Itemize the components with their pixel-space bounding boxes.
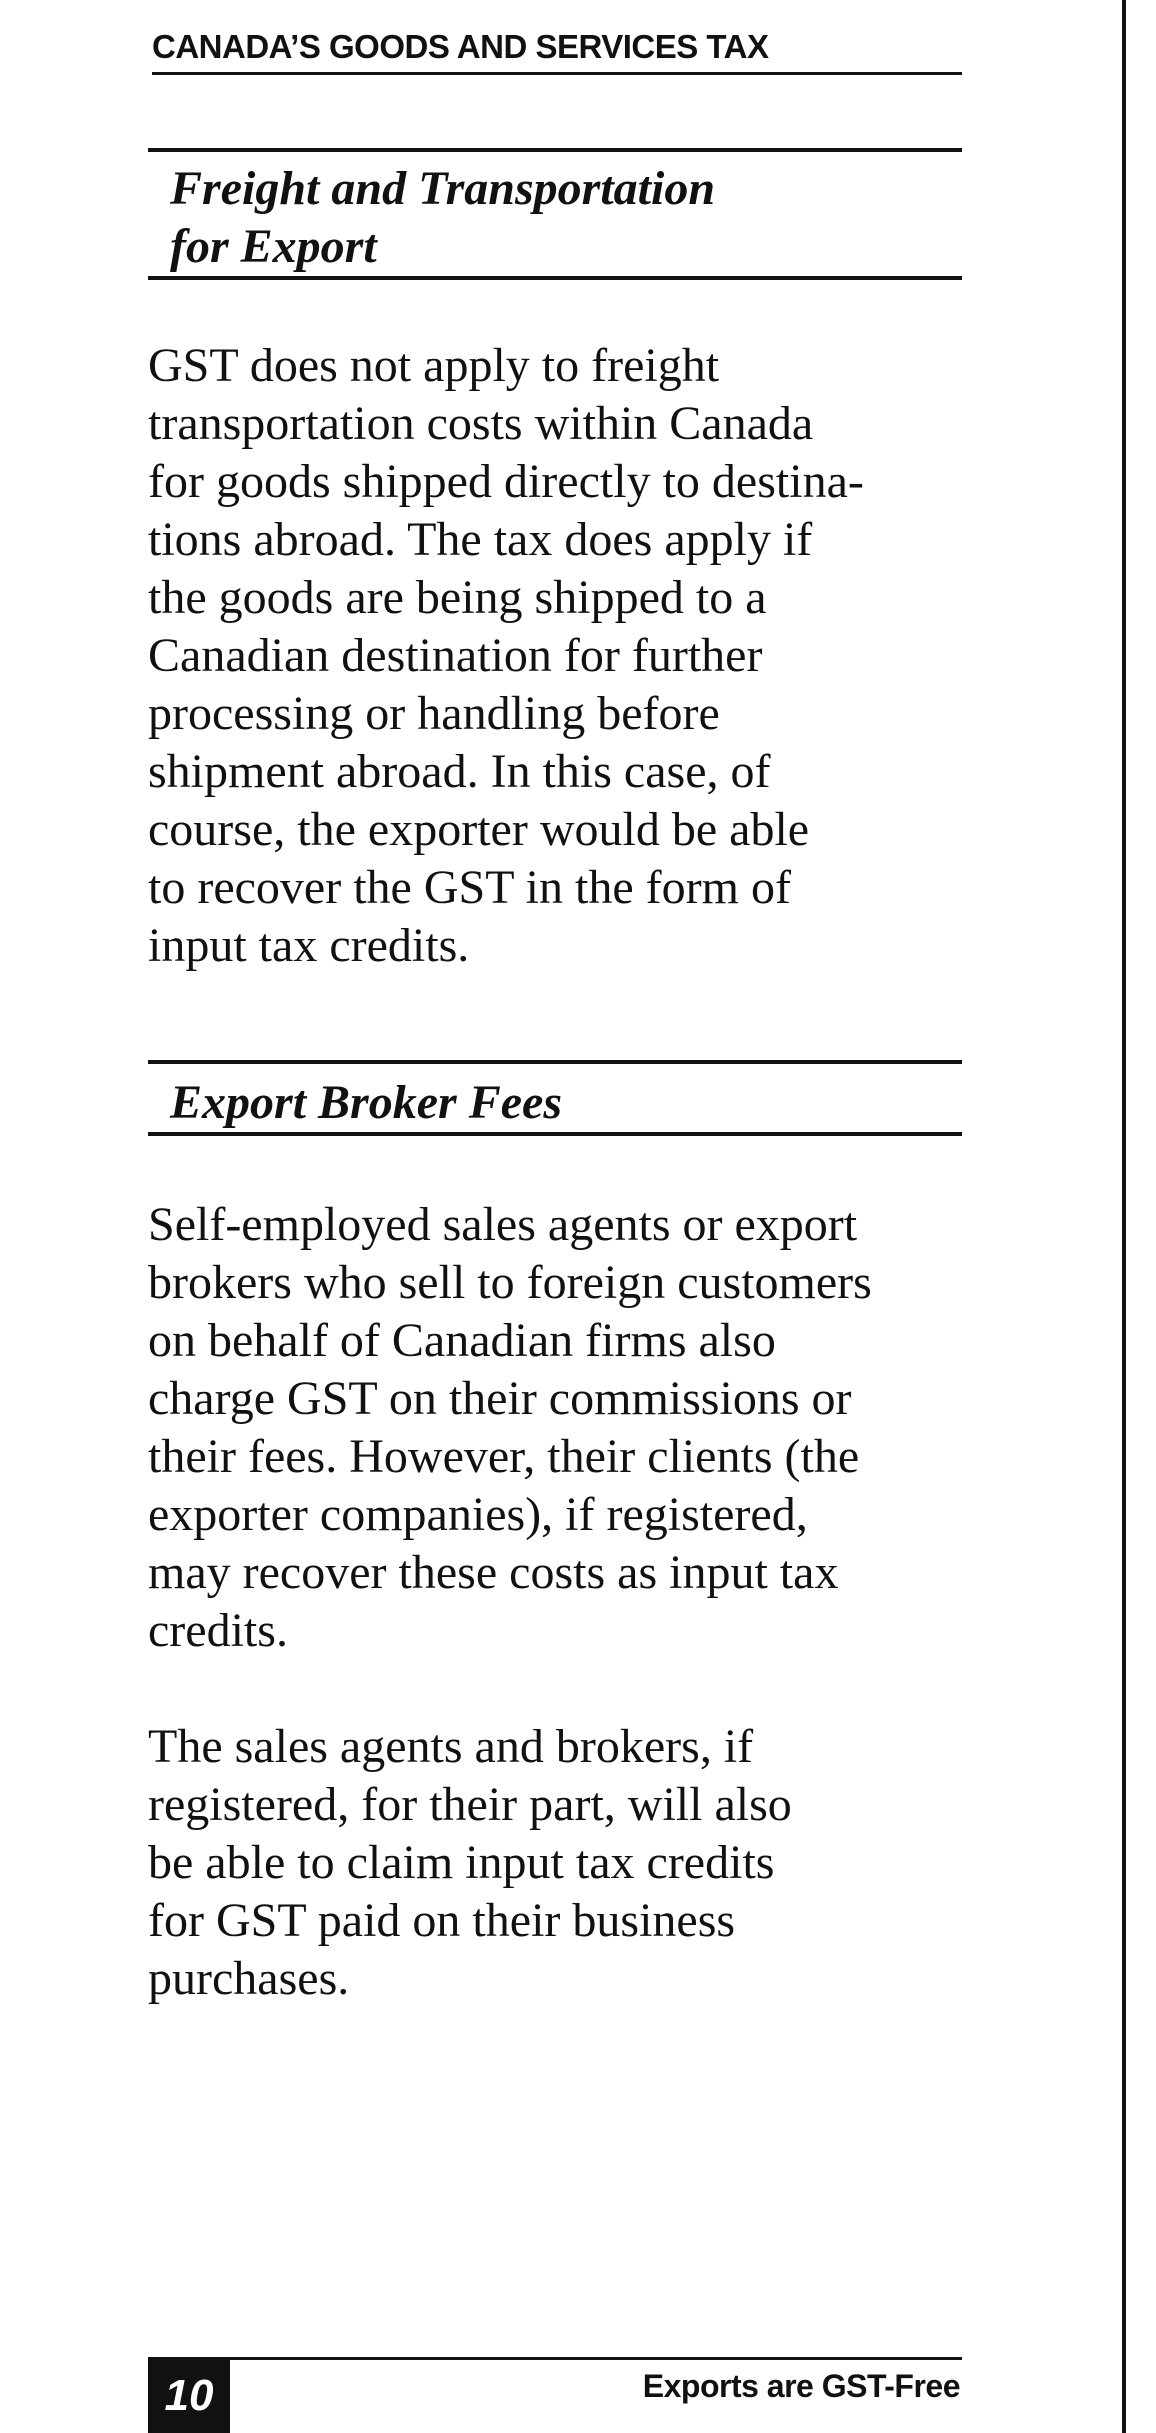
- footer-rule: [148, 2357, 962, 2360]
- section-heading-text: Freight and Transportation for Export: [170, 162, 716, 273]
- section-heading-broker-fees: [148, 1060, 962, 1136]
- paragraph-broker-fees: Self-employed sales agents or export brokers who sell to foreign customers on behalf of Canadian firms also charge GST on their commissions or their fees. However, their clients (the exporter companies), if registered, may recover these costs as input tax credits.: [148, 1198, 872, 1657]
- page-number: 10: [148, 2358, 230, 2433]
- section-heading-freight: [148, 148, 962, 280]
- running-header: CANADA’S GOODS AND SERVICES TAX: [152, 28, 962, 75]
- paragraph-freight: GST does not apply to freight transportation costs within Canada for goods shipped directly to destina- tions abroad. The tax does apply if the goods are being shipped to a Canadian destination for further processing or handling before shipment abroad. In this case, of course, the exporter would be able to recover the GST in the form of input tax credits.: [148, 339, 864, 972]
- paragraph-agents-credits: The sales agents and brokers, if registered, for their part, will also be able to claim input tax credits for GST paid on their business purchases.: [148, 1720, 792, 2005]
- section-heading-text: Export Broker Fees: [170, 1076, 563, 1129]
- footer-chapter-title: Exports are GST-Free: [642, 2368, 960, 2404]
- page-right-border: [1122, 0, 1126, 2433]
